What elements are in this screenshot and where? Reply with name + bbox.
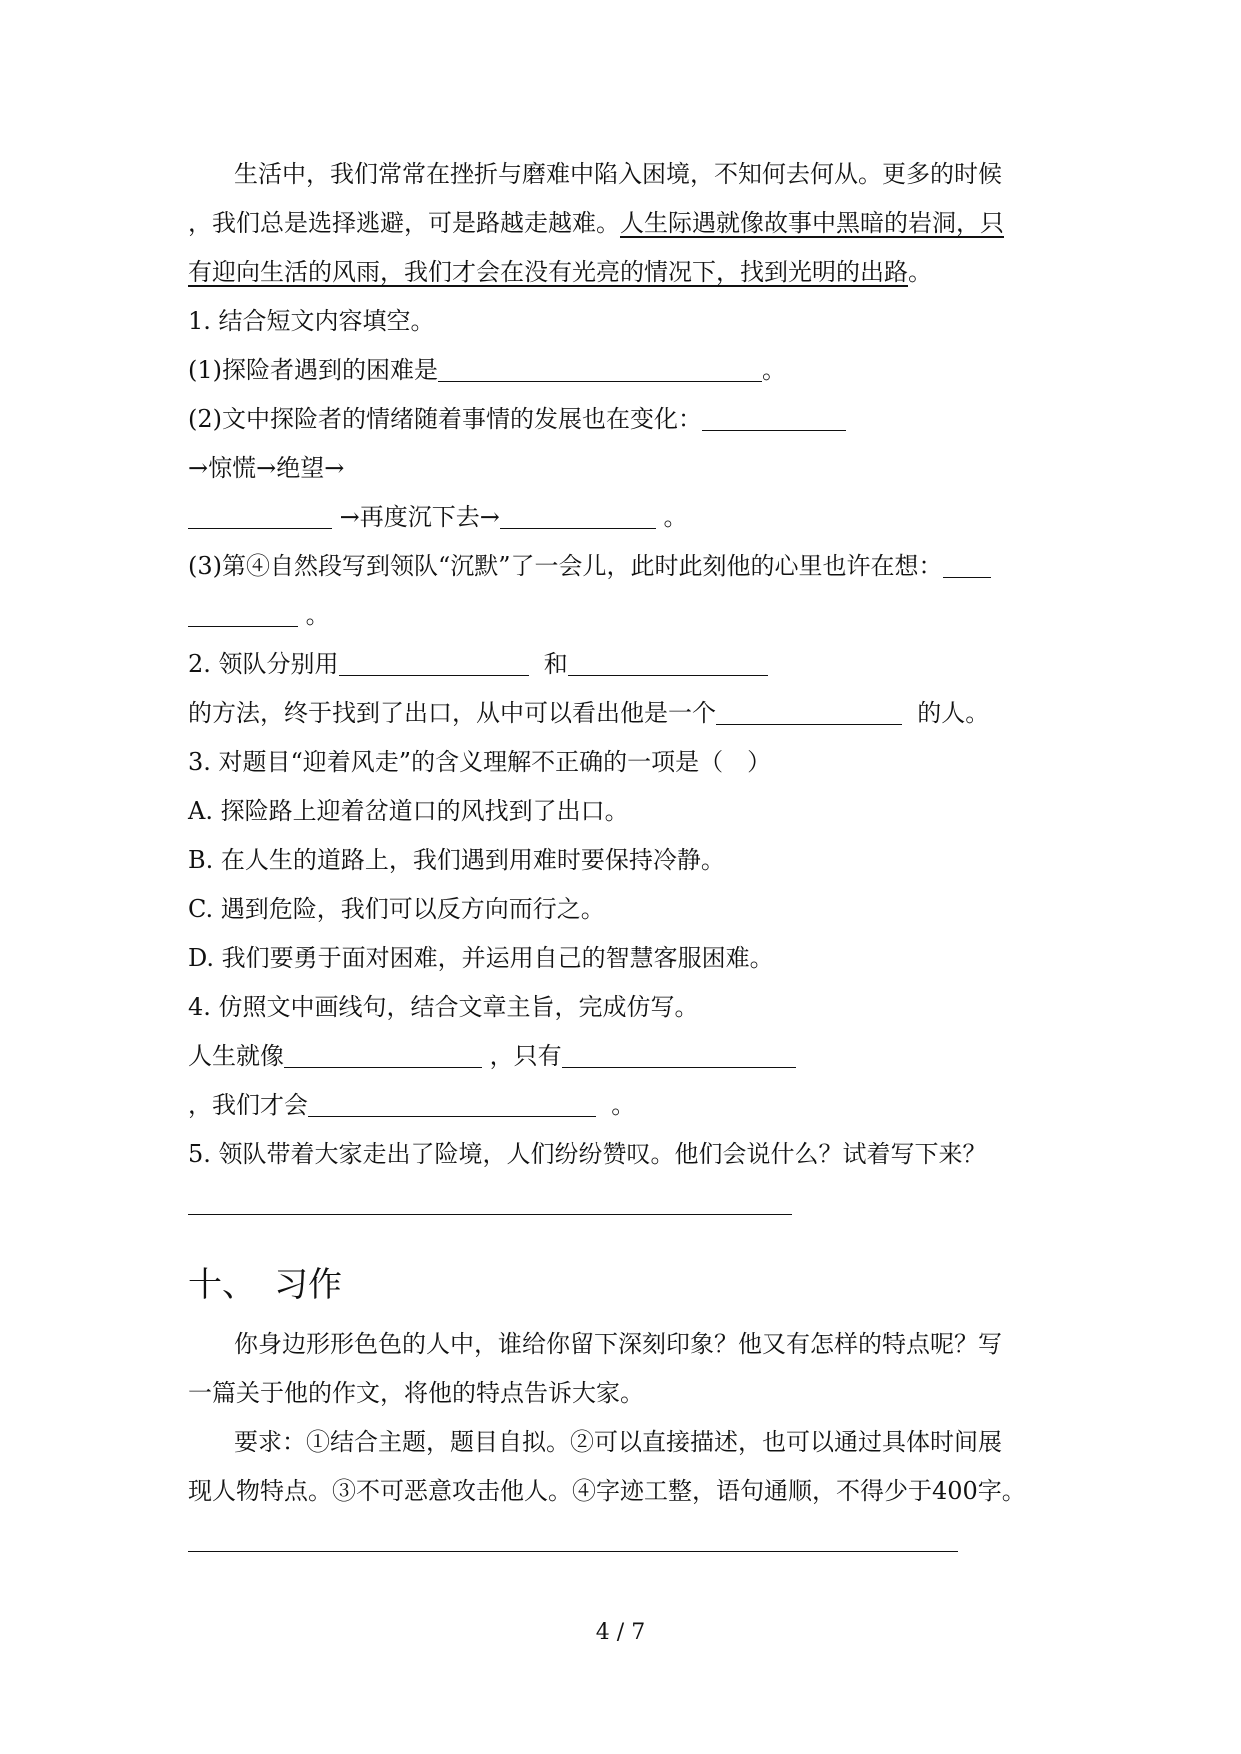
- question-3-option-a[interactable]: [188, 787, 1058, 836]
- passage-text: 。: [908, 258, 932, 286]
- option-text: C. 遇到危险，我们可以反方向而行之。: [188, 895, 605, 923]
- option-text: A. 探险路上迎着岔道口的风找到了出口。: [188, 797, 629, 825]
- question-text: 和: [543, 650, 568, 678]
- question-3-option-c[interactable]: [188, 885, 1058, 934]
- section-number: 十、: [188, 1265, 256, 1305]
- essay-answer-area: [188, 1516, 1058, 1565]
- question-4-line-1: [188, 1032, 1058, 1081]
- requirement-text: 要求：①结合主题，题目自拟。②可以直接描述，也可以通过具体时间展: [234, 1428, 1002, 1456]
- answer-blank[interactable]: [438, 355, 762, 382]
- question-text: 3. 对题目“迎着风走”的含义理解不正确的一项是（ ）: [188, 748, 772, 776]
- answer-blank[interactable]: [339, 649, 529, 676]
- question-text: 。: [305, 601, 330, 629]
- question-text: ，只有: [489, 1042, 562, 1070]
- writing-requirement-line: [188, 1418, 1058, 1467]
- answer-blank[interactable]: [284, 1041, 482, 1068]
- question-1-sub-2: [188, 395, 1058, 444]
- question-text: 的人。: [917, 699, 990, 727]
- answer-blank[interactable]: [702, 404, 846, 431]
- answer-line[interactable]: [188, 1188, 792, 1215]
- question-4-title: [188, 983, 1058, 1032]
- passage-line: [188, 199, 1058, 248]
- question-4-line-2: [188, 1081, 1058, 1130]
- question-text: (3)第④自然段写到领队“沉默”了一会儿，此时此刻他的心里也许在想：: [188, 552, 943, 580]
- option-text: B. 在人生的道路上，我们遇到用难时要保持冷静。: [188, 846, 725, 874]
- question-1-sub-2-cont: [188, 493, 1058, 542]
- answer-blank[interactable]: [308, 1090, 596, 1117]
- section-title: 习作: [274, 1265, 342, 1305]
- question-text: 1. 结合短文内容填空。: [188, 307, 435, 335]
- underlined-sentence: 人生际遇就像故事中黑暗的岩洞，只: [620, 209, 1004, 237]
- answer-blank[interactable]: [500, 502, 656, 529]
- underlined-sentence: 有迎向生活的风雨，我们才会在没有光亮的情况下，找到光明的出路: [188, 258, 908, 286]
- answer-blank[interactable]: [716, 698, 902, 725]
- question-text: 。: [663, 503, 688, 531]
- answer-blank[interactable]: [188, 502, 332, 529]
- page-number: 4 / 7: [595, 1620, 646, 1645]
- worksheet-page: [188, 150, 1058, 1565]
- question-5-title: [188, 1130, 1058, 1179]
- question-5-answer: [188, 1179, 1058, 1228]
- passage-text: 生活中，我们常常在挫折与磨难中陷入困境，不知何去何从。更多的时候: [234, 160, 1002, 188]
- question-text: 。: [762, 356, 786, 384]
- question-2-cont: [188, 689, 1058, 738]
- passage-line: [188, 248, 1058, 297]
- passage-line: [188, 150, 1058, 199]
- question-text: 4. 仿照文中画线句，结合文章主旨，完成仿写。: [188, 993, 699, 1021]
- answer-blank[interactable]: [568, 649, 768, 676]
- question-text: →惊慌→绝望→: [188, 454, 345, 482]
- question-text: 的方法，终于找到了出口，从中可以看出他是一个: [188, 699, 716, 727]
- question-2: [188, 640, 1058, 689]
- question-1-title: [188, 297, 1058, 346]
- section-heading: [188, 1250, 1058, 1320]
- question-3-title: [188, 738, 1058, 787]
- question-text: →再度沉下去→: [339, 503, 500, 531]
- question-3-option-d[interactable]: [188, 934, 1058, 983]
- question-text: ，我们才会: [188, 1091, 308, 1119]
- question-text: 。: [611, 1091, 636, 1119]
- answer-blank[interactable]: [943, 551, 991, 578]
- question-1-sub-3: [188, 542, 1058, 591]
- prompt-text: 你身边形形色色的人中，谁给你留下深刻印象？他又有怎样的特点呢？写: [234, 1330, 1002, 1358]
- question-1-sub-3-cont: [188, 591, 1058, 640]
- option-text: D. 我们要勇于面对困难，并运用自己的智慧客服困难。: [188, 944, 774, 972]
- question-1-sub-2-cont: [188, 444, 1058, 493]
- question-text: 2. 领队分别用: [188, 650, 339, 678]
- prompt-text: 一篇关于他的作文，将他的特点告诉大家。: [188, 1379, 644, 1407]
- question-text: (2)文中探险者的情绪随着事情的发展也在变化：: [188, 405, 702, 433]
- requirement-text: 现人物特点。③不可恶意攻击他人。④字迹工整，语句通顺，不得少于400字。: [188, 1477, 1026, 1505]
- answer-blank[interactable]: [188, 600, 298, 627]
- passage-text: ，我们总是选择逃避，可是路越走越难。: [188, 209, 620, 237]
- question-text: 人生就像: [188, 1042, 284, 1070]
- answer-line[interactable]: [188, 1525, 958, 1552]
- question-1-sub-1: [188, 346, 1058, 395]
- answer-blank[interactable]: [562, 1041, 796, 1068]
- writing-prompt-line: [188, 1320, 1058, 1369]
- question-text: (1)探险者遇到的困难是: [188, 356, 438, 384]
- writing-prompt-line: [188, 1369, 1058, 1418]
- question-3-option-b[interactable]: [188, 836, 1058, 885]
- writing-requirement-line: [188, 1467, 1058, 1516]
- question-text: 5. 领队带着大家走出了险境，人们纷纷赞叹。他们会说什么？试着写下来？: [188, 1140, 987, 1168]
